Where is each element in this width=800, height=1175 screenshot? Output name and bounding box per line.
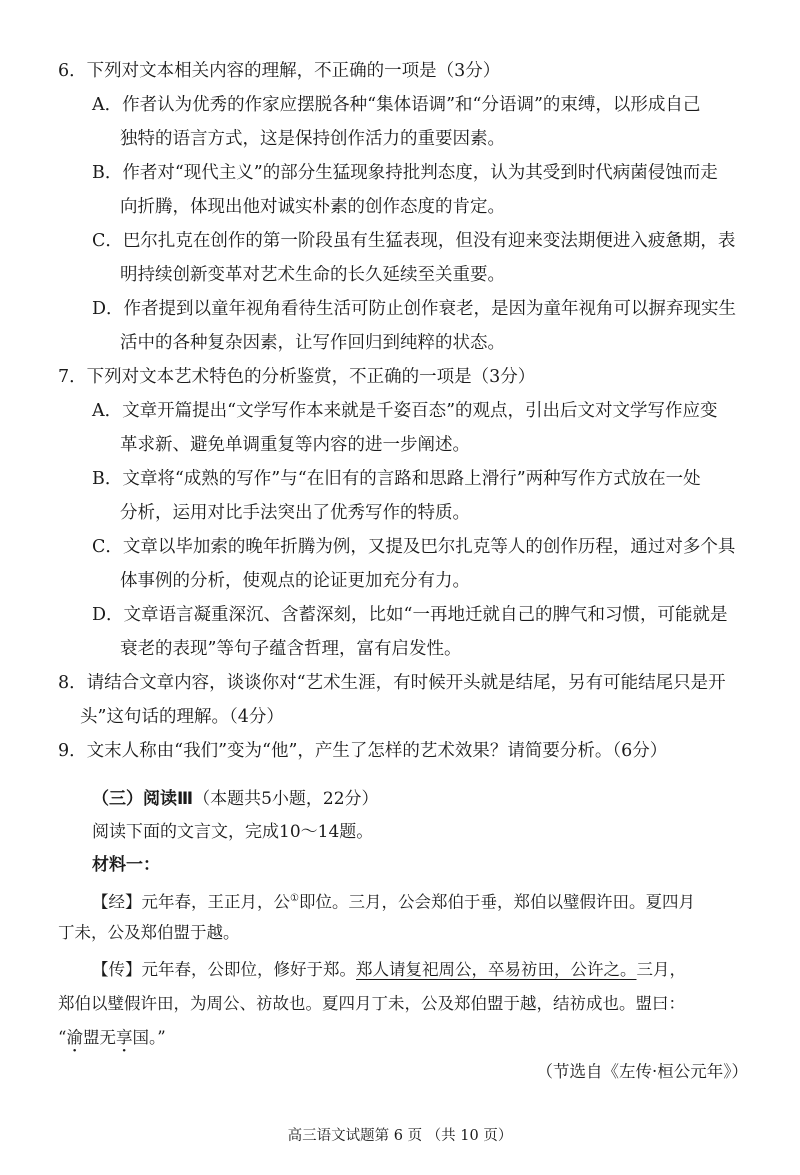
q9-line1: 9．文末人称由“我们”变为“他”，产生了怎样的艺术效果？请简要分析。（6分） — [58, 741, 668, 761]
section-title-bold: （三）阅读Ⅲ — [92, 789, 194, 809]
footnote-marker: ① — [290, 893, 299, 904]
zhuan-line1 — [92, 957, 686, 983]
jing-text-a: 【经】元年春，王正月，公 — [92, 892, 290, 912]
material-label: 材料一： — [92, 855, 160, 875]
q7-option-b-line1: B．文章将“成熟的写作”与“在旧有的言路和思路上滑行”两种写作方式放在一处 — [92, 469, 701, 489]
zhuan-quote-mid: 盟无 — [82, 1028, 116, 1047]
zhuan-line2: 郑伯以璧假许田，为周公、祊故也。夏四月丁未，公及郑伯盟于越，结祊成也。盟曰： — [58, 994, 685, 1013]
source-citation: （节选自《左传·桓公元年》） — [536, 1062, 748, 1081]
zhuan-line3 — [58, 1025, 166, 1051]
section-title — [92, 786, 379, 812]
q6-option-b-line1: B．作者对“现代主义”的部分生猛现象持批判态度，认为其受到时代病菌侵蚀而走 — [92, 163, 718, 183]
dotted-char-yu: 渝 — [66, 1028, 83, 1047]
q8-line2: 头”这句话的理解。（4分） — [80, 707, 284, 727]
q6-option-d-line2: 活中的各种复杂因素，让写作回归到纯粹的状态。 — [120, 333, 505, 353]
section-instruction: 阅读下面的文言文，完成10～14题。 — [92, 822, 374, 842]
jing-line2: 丁未，公及郑伯盟于越。 — [58, 923, 240, 942]
zhuan-text-a: 【传】元年春，公即位，修好于郑。 — [92, 960, 356, 979]
q7-option-a-line1: A．文章开篇提出“文学写作本来就是千姿百态”的观点，引出后文对文学写作应变 — [92, 401, 718, 421]
zhuan-quote-close: 国。” — [132, 1028, 166, 1047]
q6-option-c-line1: C．巴尔扎克在创作的第一阶段虽有生猛表现，但没有迎来变法期便进入疲惫期，表 — [92, 231, 736, 251]
jing-text-b: 即位。三月，公会郑伯于垂，郑伯以璧假许田。夏四月 — [298, 892, 695, 912]
q7-option-b-line2: 分析，运用对比手法突出了优秀写作的特质。 — [120, 503, 470, 523]
q6-stem: 6．下列对文本相关内容的理解，不正确的一项是（3分） — [58, 61, 501, 81]
zhuan-quote-open: “ — [58, 1028, 67, 1047]
q6-option-a-line2: 独特的语言方式，这是保持创作活力的重要因素。 — [120, 129, 505, 149]
jing-line1 — [92, 886, 695, 916]
q8-line1: 8．请结合文章内容，谈谈你对“艺术生涯，有时候开头就是结尾，另有可能结尾只是开 — [58, 673, 726, 693]
q6-option-b-line2: 向折腾，体现出他对诚实朴素的创作态度的肯定。 — [120, 197, 505, 217]
q7-option-d-line2: 衰老的表现”等句子蕴含哲理，富有启发性。 — [120, 639, 462, 659]
dotted-char-xiang: 享 — [115, 1028, 133, 1047]
q7-option-a-line2: 革求新、避免单调重复等内容的进一步阐述。 — [120, 435, 470, 455]
page-footer: 高三语文试题第 6 页 （共 10 页） — [287, 1128, 513, 1144]
q7-option-c-line1: C．文章以毕加索的晚年折腾为例，又提及巴尔扎克等人的创作历程，通过对多个具 — [92, 537, 736, 557]
section-title-rest: （本题共5小题，22分） — [193, 789, 379, 809]
q6-option-a-line1: A．作者认为优秀的作家应摆脱各种“集体语调”和“分语调”的束缚，以形成自己 — [92, 95, 701, 115]
q6-option-c-line2: 明持续创新变革对艺术生命的长久延续至关重要。 — [120, 265, 505, 285]
underlined-sentence: 郑人请复祀周公，卒易祊田，公许之。 — [356, 960, 637, 979]
q7-option-d-line1: D．文章语言凝重深沉、含蓄深刻，比如“一再地迁就自己的脾气和习惯，可能就是 — [92, 605, 728, 625]
q6-option-d-line1: D．作者提到以童年视角看待生活可防止创作衰老，是因为童年视角可以摒弃现实生 — [92, 299, 737, 319]
q7-option-c-line2: 体事例的分析，使观点的论证更加充分有力。 — [120, 571, 470, 591]
zhuan-text-b: 三月， — [636, 960, 686, 979]
q7-stem: 7．下列对文本艺术特色的分析鉴赏，不正确的一项是（3分） — [58, 367, 536, 387]
